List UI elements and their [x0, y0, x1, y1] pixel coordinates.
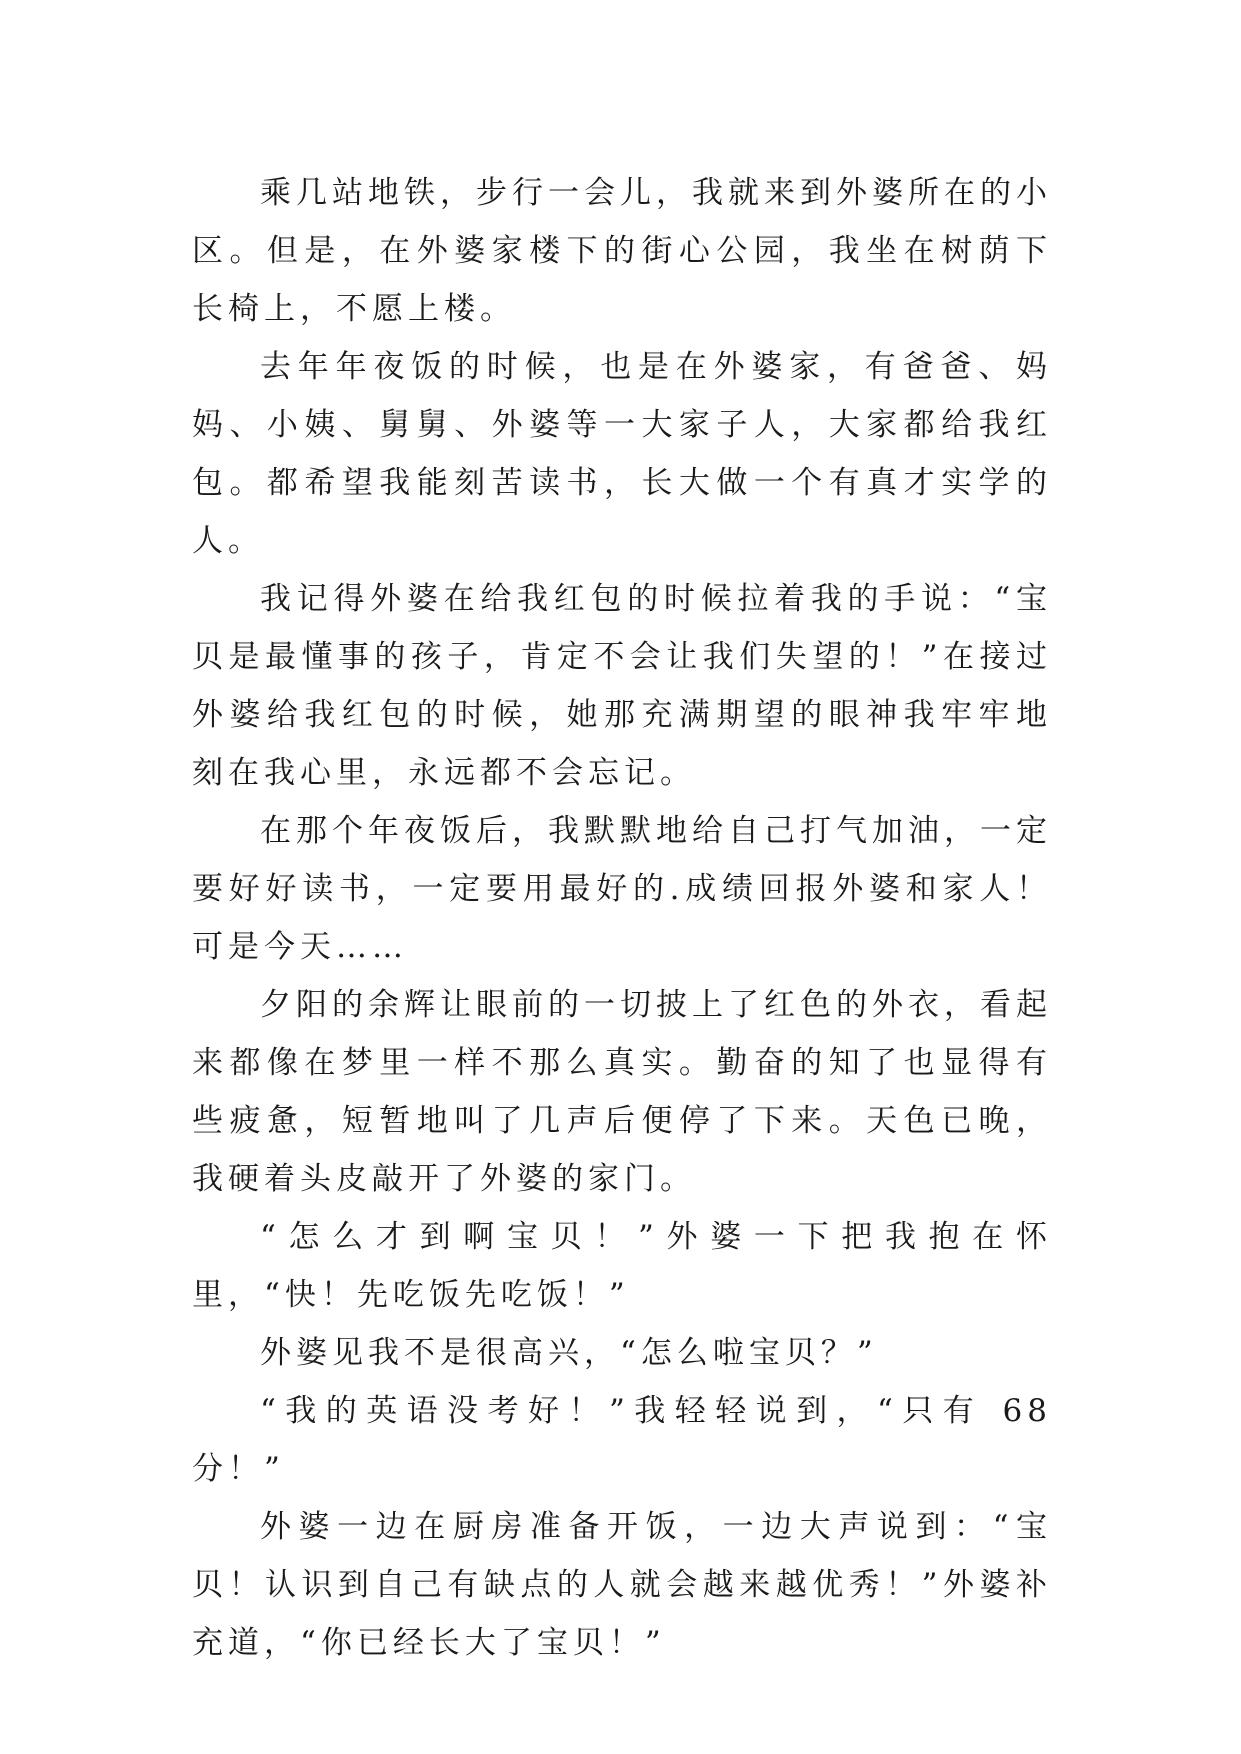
paragraph-5: 夕阳的余辉让眼前的一切披上了红色的外衣，看起来都像在梦里一样不那么真实。勤奋的知了也显得有些疲惫，短暂地叫了几声后便停了下来。天色已晚，我硬着头皮敲开了外婆的家门。: [192, 987, 1052, 1197]
document-body: [192, 164, 1052, 1672]
paragraph-4: 在那个年夜饭后，我默默地给自己打气加油，一定要好好读书，一定要用最好的.成绩回报外婆和家人！可是今天……: [192, 813, 1052, 965]
paragraph-6: “怎么才到啊宝贝！”外婆一下把我抱在怀里，“快！先吃饭先吃饭！”: [192, 1219, 1052, 1313]
paragraph-7: 外婆见我不是很高兴，“怎么啦宝贝？”: [260, 1335, 878, 1371]
paragraph-8: “我的英语没考好！”我轻轻说到，“只有 68 分！”: [192, 1393, 1052, 1487]
paragraph-9: 外婆一边在厨房准备开饭，一边大声说到：“宝贝！认识到自己有缺点的人就会越来越优秀！”外婆补充道，“你已经长大了宝贝！”: [192, 1509, 1052, 1661]
paragraph-3: 我记得外婆在给我红包的时候拉着我的手说：“宝贝是最懂事的孩子，肯定不会让我们失望的！”在接过外婆给我红包的时候，她那充满期望的眼神我牢牢地刻在我心里，永远都不会忘记。: [192, 581, 1052, 791]
paragraph-1: 乘几站地铁，步行一会儿，我就来到外婆所在的小区。但是，在外婆家楼下的街心公园，我坐在树荫下长椅上，不愿上楼。: [192, 175, 1052, 327]
paragraph-2: 去年年夜饭的时候，也是在外婆家，有爸爸、妈妈、小姨、舅舅、外婆等一大家子人，大家都给我红包。都希望我能刻苦读书，长大做一个有真才实学的人。: [192, 349, 1052, 559]
